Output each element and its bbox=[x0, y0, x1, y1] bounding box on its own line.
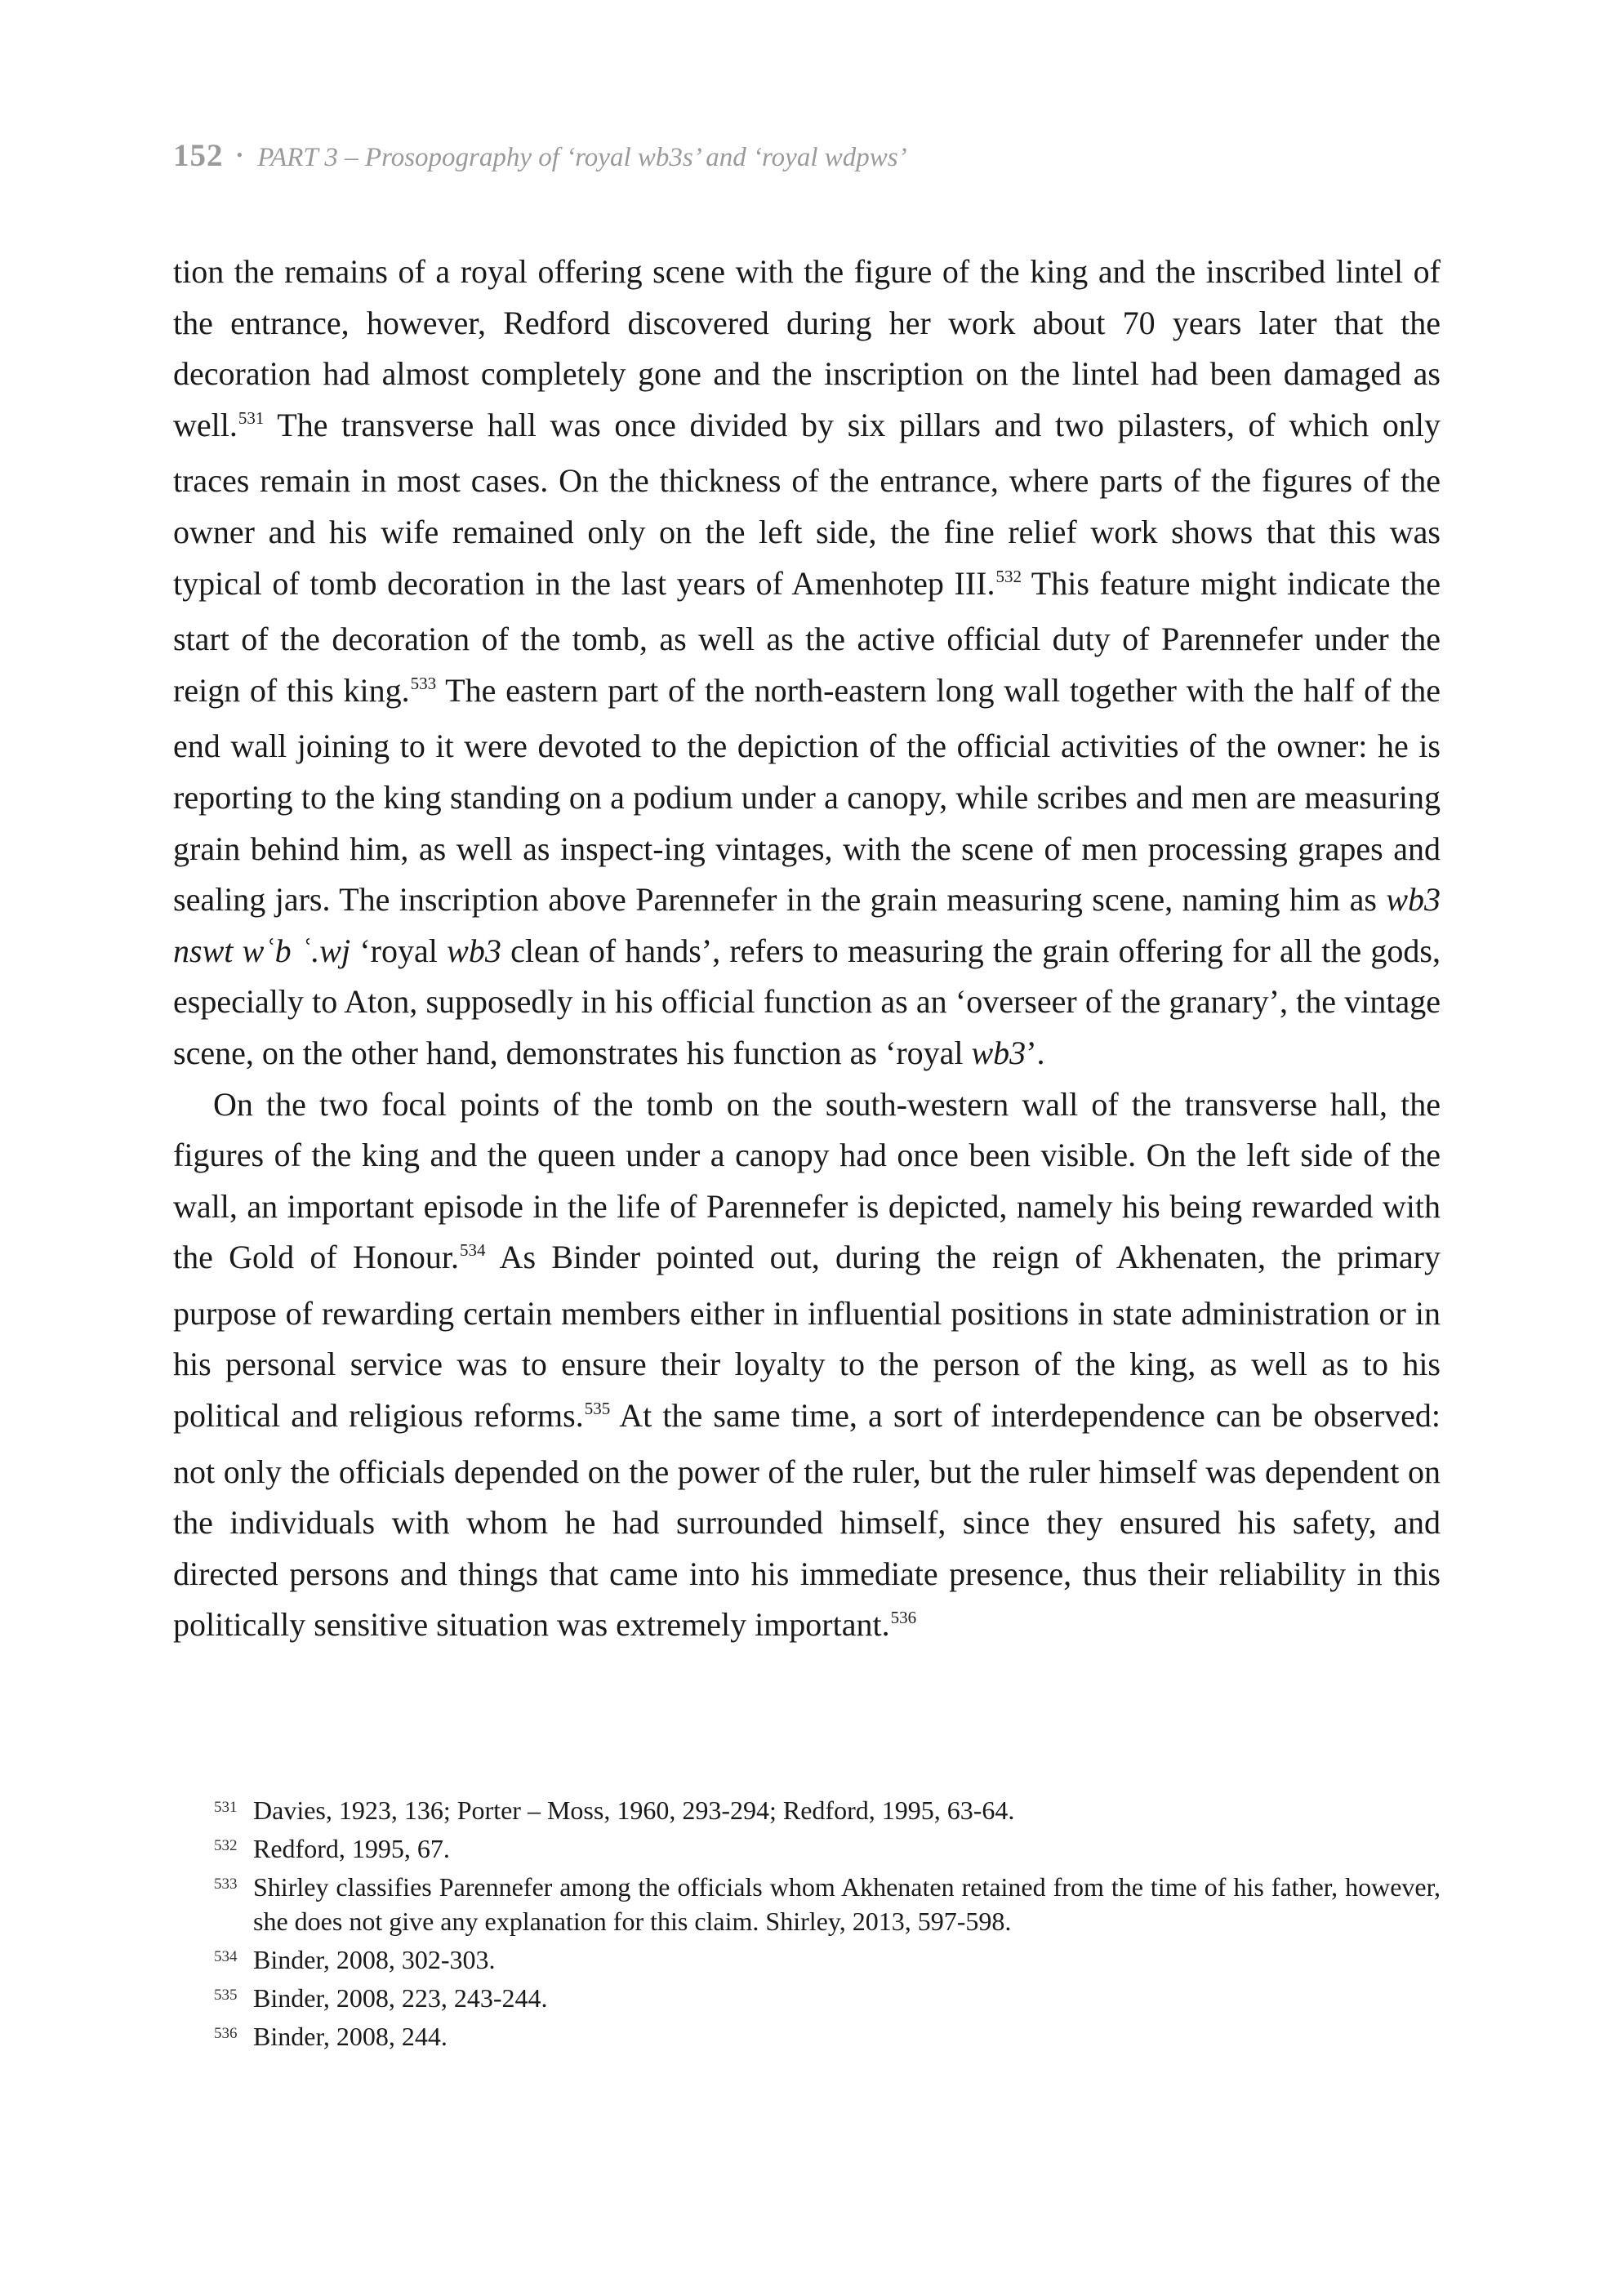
footnote-number: 532 bbox=[214, 1837, 238, 1854]
text-run: The transverse hall was once divided by six pillars and two pilasters, of which only traces remain in most cases. On the thickness of the entrance, where parts of the figures of the owner and his wife remained only on the left side, the fine relief work shows that this was typical of tomb decoration in the last years of Amenhotep III. bbox=[173, 406, 1441, 602]
footnote-number: 534 bbox=[214, 1948, 238, 1965]
text-run: On the two focal points of the tomb on the south-western wall of the transverse hall, the figures of the king and the queen under a canopy had once been visible. On the left side of the wall, an important episode in the life of Parennefer is depicted, namely his being rewarded with the Gold of Honour. bbox=[173, 1085, 1441, 1276]
footnote-number: 535 bbox=[214, 1987, 238, 2004]
footnote bbox=[214, 1981, 1441, 2015]
paragraph-2 bbox=[173, 1079, 1441, 1657]
footnote bbox=[214, 1942, 1441, 1977]
footnote-text: Binder, 2008, 244. bbox=[253, 2022, 448, 2051]
footnote-text: Binder, 2008, 302-303. bbox=[253, 1945, 496, 1974]
footnote-ref-536[interactable]: 536 bbox=[890, 1608, 917, 1628]
running-header bbox=[173, 137, 1447, 186]
footnote-number: 536 bbox=[214, 2025, 238, 2042]
footnote bbox=[214, 1793, 1441, 1827]
footnote-ref-531[interactable]: 531 bbox=[238, 407, 265, 428]
footnote-text: Binder, 2008, 223, 243-244. bbox=[253, 1983, 548, 2013]
footnote bbox=[214, 1831, 1441, 1866]
text-run: The eastern part of the north-eastern long wall together with the half of the end wall joining to it were devoted to the depiction of the official activities of the owner: he is reporting to the king standing on a podium under a canopy, while scribes and men are measuring grain behind him, as well as inspect-ing vintages, with the scene of men processing grapes and sealing jars. The inscription above Parennefer in the grain measuring scene, naming him as bbox=[173, 671, 1441, 919]
footnote-text: Davies, 1923, 136; Porter – Moss, 1960, 293-294; Redford, 1995, 63-64. bbox=[253, 1795, 1015, 1825]
footnote-ref-534[interactable]: 534 bbox=[460, 1240, 486, 1261]
main-text bbox=[173, 247, 1441, 1656]
page-number: 152 bbox=[173, 138, 224, 173]
footnote-number: 531 bbox=[214, 1799, 238, 1816]
text-run: tion the remains of a royal offering scene with the figure of the king and the inscribed lintel of the entrance, however, Redford discovered during her work about 70 years later that the decoration had almost completely gone and the inscription on the lintel had been damaged as well. bbox=[173, 253, 1441, 443]
transliteration: wb3 bbox=[971, 1034, 1026, 1071]
text-run: clean of hands’, refers to measuring the grain offering for all the gods, especially to Aton, supposedly in his official function as an ‘overseer of the granary’, the vintage scene, on the other hand, demonstrates his function as ‘royal bbox=[173, 932, 1441, 1071]
transliteration: wb3 bbox=[447, 932, 501, 969]
footnote-number: 533 bbox=[214, 1876, 238, 1893]
header-bullet: • bbox=[236, 145, 243, 165]
footnote-ref-532[interactable]: 532 bbox=[995, 566, 1022, 586]
paragraph-1 bbox=[173, 247, 1441, 1079]
text-run: This feature might indicate the start of the decoration of the tomb, as well as the active official duty of Parennefer under the reign of this king. bbox=[173, 564, 1441, 709]
text-run: At the same time, a sort of interdependence can be observed: not only the officials depended on the power of the ruler, but the ruler himself was dependent on the individuals with whom he had surrounded himself, since they ensured his safety, and directed persons and things that came into his immediate presence, thus their reliability in this politically sensitive situation was extremely important. bbox=[173, 1397, 1441, 1644]
footnote-ref-533[interactable]: 533 bbox=[410, 673, 437, 693]
text-run: ’. bbox=[1026, 1034, 1045, 1071]
footnote-ref-535[interactable]: 535 bbox=[584, 1399, 611, 1419]
text-run: ‘royal bbox=[350, 932, 448, 969]
footnote-text: Shirley classifies Parennefer among the officials whom Akhenaten retained from the time of his father, however, she does not give any explanation for this claim. Shirley, 2013, 597-598. bbox=[253, 1872, 1441, 1936]
footnote-text: Redford, 1995, 67. bbox=[253, 1834, 450, 1863]
running-title: PART 3 – Prosopography of ‘royal wb3s’ and ‘royal wdpws’ bbox=[257, 143, 907, 172]
footnote bbox=[214, 1870, 1441, 1938]
text-run: As Binder pointed out, during the reign of Akhenaten, the primary purpose of rewarding certain members either in influential positions in state administration or in his personal service was to ensure their loyalty to the person of the king, as well as to his political and religious reforms. bbox=[173, 1239, 1441, 1435]
footnotes bbox=[214, 1793, 1441, 2058]
footnote bbox=[214, 2019, 1441, 2053]
transliteration: wb3 nswt wʿb ʿ.wj bbox=[173, 881, 1441, 969]
